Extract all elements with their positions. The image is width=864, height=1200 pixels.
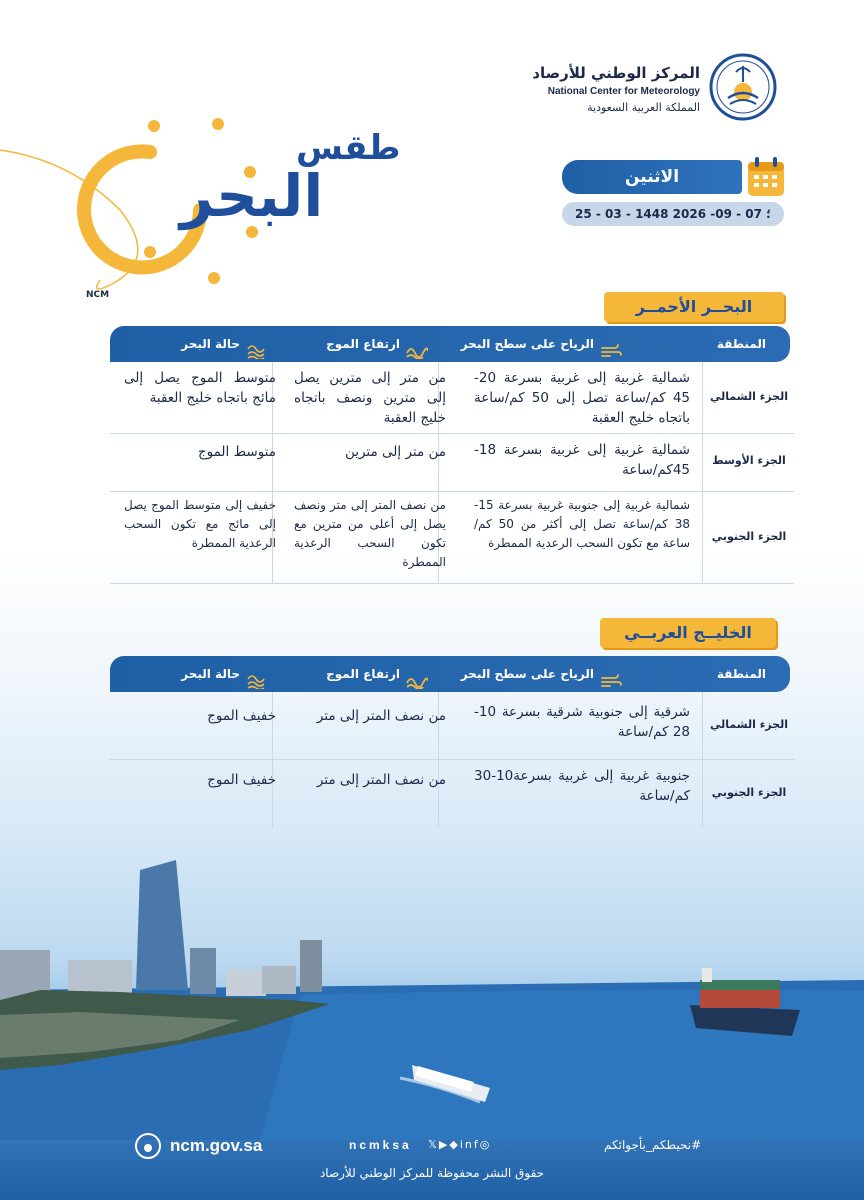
x-icon[interactable]: 𝕏	[428, 1138, 439, 1151]
sea-state-icon	[246, 337, 268, 353]
row-winds: شمالية غربية إلى غربية بسرعة 20-45 كم/ساعة تصل إلى 50 كم/ساعة باتجاه خليج العقبة	[474, 370, 690, 426]
row-waves: من نصف المتر إلى متر	[316, 772, 446, 788]
hashtag[interactable]: #نحيطكم_بأجوائكم	[604, 1138, 702, 1152]
wave-height-icon	[406, 667, 428, 683]
sea-state-icon	[246, 667, 268, 683]
row-sea: خفيف الموج	[207, 708, 276, 724]
row-winds: شمالية غربية إلى جنوبية غربية بسرعة 15-38 كم/ساعة تصل إلى أكثر من 50 كم/ساعة مع تكون السحب الرعدية الممطرة	[474, 498, 690, 550]
row-waves: من متر إلى مترين	[344, 444, 446, 460]
table-row	[110, 362, 794, 434]
website-link[interactable]: ncm.gov.sa	[170, 1136, 263, 1155]
row-sea: متوسط الموج	[197, 444, 276, 460]
table-row	[110, 434, 794, 492]
row-winds: جنوبية غربية إلى غربية بسرعة10-30 كم/ساعة	[474, 768, 690, 804]
row-sea: متوسط الموج يصل إلى مائج باتجاه خليج العقبة	[124, 370, 276, 406]
col-winds: الرياح على سطح البحر	[461, 326, 622, 362]
row-sea: خفيف الموج	[207, 772, 276, 788]
col-region: المنطقة	[716, 337, 766, 351]
org-name-ar: المركز الوطني للأرصاد	[532, 64, 700, 82]
gulf-table-header	[110, 656, 790, 692]
row-region: الجزء الأوسط	[712, 454, 786, 467]
instagram-icon[interactable]: ◎	[479, 1138, 492, 1151]
coastline-scene	[0, 840, 864, 1140]
wind-icon	[600, 667, 622, 683]
row-waves: من نصف المتر إلى متر	[316, 708, 446, 724]
table-row	[110, 492, 794, 584]
section-title-red-sea: البحــر الأحمــر	[604, 292, 784, 322]
red-sea-table-header	[110, 326, 790, 362]
row-region: الجزء الجنوبي	[711, 786, 787, 799]
ncm-logo	[708, 52, 778, 122]
date-label: 25 - 03 - 1448 ؛ 07 - 09- 2026	[562, 202, 784, 226]
col-waves: ارتفاع الموج	[326, 656, 428, 692]
linkedin-icon[interactable]: in	[459, 1138, 474, 1151]
row-winds: شمالية غربية إلى غربية بسرعة 18-45كم/ساعة	[474, 442, 690, 478]
row-winds: شرقية إلى جنوبية شرقية بسرعة 10-28 كم/ساعة	[474, 704, 690, 740]
col-sea: حالة البحر	[181, 656, 268, 692]
calendar-icon	[744, 154, 788, 200]
city-skyline	[0, 860, 322, 1000]
page-title: البحر	[180, 162, 324, 230]
snapchat-icon[interactable]: ◆	[449, 1138, 460, 1151]
row-waves: من نصف المتر إلى متر ونصف يصل إلى أعلى من مترين مع تكون السحب الرعدية الممطرة	[294, 498, 446, 569]
col-region: المنطقة	[716, 667, 766, 681]
facebook-icon[interactable]: f	[473, 1138, 480, 1151]
country-name: المملكة العربية السعودية	[587, 101, 700, 114]
table-row	[110, 760, 794, 828]
row-sea: خفيف إلى متوسط الموج يصل إلى مائج مع تكون السحب الرعدية الممطرة	[124, 498, 276, 550]
copyright-text: حقوق النشر محفوظة للمركز الوطني للأرصاد	[319, 1166, 545, 1180]
row-region: الجزء الشمالي	[710, 718, 788, 731]
day-label: الاثنين	[562, 160, 742, 194]
wave-height-icon	[406, 337, 428, 353]
wind-icon	[600, 337, 622, 353]
col-sea: حالة البحر	[181, 326, 268, 362]
section-title-arabian-gulf: الخليــج العربــي	[600, 618, 776, 648]
youtube-icon[interactable]: ▶	[438, 1138, 450, 1151]
col-waves: ارتفاع الموج	[326, 326, 428, 362]
row-region: الجزء الشمالي	[710, 390, 788, 403]
ncm-mark: NCM	[86, 290, 110, 300]
org-name-en: National Center for Meteorology	[547, 86, 700, 97]
social-icons	[428, 1138, 491, 1151]
row-region: الجزء الجنوبي	[711, 530, 787, 543]
social-handle[interactable]: ncmksa	[349, 1138, 412, 1152]
table-row	[110, 692, 794, 760]
page-subtitle: طقس	[296, 128, 401, 168]
col-winds: الرياح على سطح البحر	[461, 656, 622, 692]
ncm-footer-logo-icon	[134, 1132, 162, 1160]
row-waves: من متر إلى مترين يصل إلى مترين ونصف باتجاه خليج العقبة	[294, 370, 446, 426]
